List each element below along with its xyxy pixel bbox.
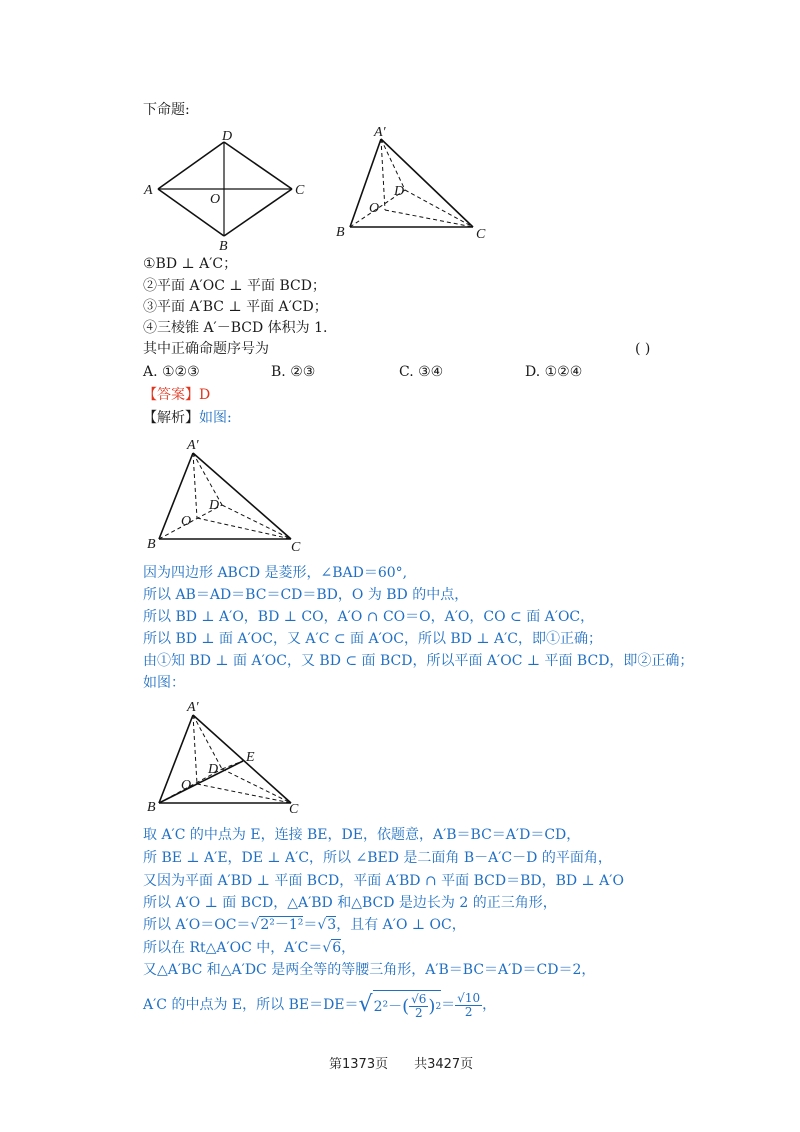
- fig4-label-b: B: [147, 800, 156, 815]
- fig2-label-c: C: [476, 227, 486, 242]
- fig2-label-d: D: [394, 184, 405, 199]
- fig3-label-b: B: [147, 537, 156, 552]
- be-frac-1-den: 2: [414, 1006, 423, 1020]
- option-a: A. ①②③: [143, 364, 200, 380]
- page-footer: 第1373页 共3427页: [329, 1057, 474, 1072]
- fig3-label-aprime: A′: [187, 438, 199, 453]
- rt-radicand: 6: [332, 940, 342, 956]
- analysis-line-3: 所以 BD ⊥ A′O，BD ⊥ CO，A′O ∩ CO＝O，A′O，CO ⊂ 面 A′OC，: [143, 609, 595, 625]
- fig2-label-b: B: [336, 225, 345, 240]
- fig1-label-d: D: [222, 129, 233, 144]
- be-radicand: [373, 990, 442, 1020]
- proposition-2: ②平面 A′OC ⊥ 平面 BCD；: [143, 278, 326, 294]
- analysis-line-9: 又因为平面 A′BD ⊥ 平面 BCD，平面 A′BD ∩ 平面 BCD＝BD，BD ⊥ A′O: [143, 873, 624, 889]
- analysis-line-6: 如图：: [143, 675, 185, 691]
- fig3-label-d: D: [209, 498, 220, 513]
- tetrahedron-figure-3: [143, 697, 308, 819]
- answer-paren: ( ): [635, 341, 651, 357]
- be-pre: A′C 的中点为 E，所以 BE＝DE＝: [143, 997, 359, 1013]
- fig1-label-a: A: [144, 183, 153, 198]
- option-c: C. ③④: [399, 364, 444, 380]
- be-frac-1: [409, 993, 428, 1020]
- option-d: D. ①②④: [525, 364, 583, 380]
- analysis-line-11: [143, 915, 466, 935]
- ao-sqrt-sign: √: [250, 917, 260, 933]
- analysis-line-8: 所 BE ⊥ A′E，DE ⊥ A′C，所以 ∠BED 是二面角 B－A′C－D 的平面角，: [143, 850, 612, 866]
- tetrahedron-figure-1: [330, 122, 495, 244]
- be-eq: ＝: [441, 997, 456, 1013]
- answer-line: [143, 385, 210, 405]
- fig4-label-o: O: [181, 778, 192, 793]
- be-post: ，: [482, 997, 497, 1013]
- fig2-label-o: O: [369, 201, 380, 216]
- analysis-line-13: 又△A′BC 和△A′DC 是两全等的等腰三角形，A′B＝BC＝A′D＝CD＝2，: [143, 962, 596, 978]
- be-paren-close: ): [428, 995, 436, 1017]
- analysis-line-2: 所以 AB＝AD＝BC＝CD＝BD，O 为 BD 的中点，: [143, 587, 469, 603]
- be-sqrt-sign: √: [358, 992, 373, 1017]
- analysis-line-10: 所以 A′O ⊥ 面 BCD，△A′BD 和△BCD 是边长为 2 的正三角形，: [143, 895, 557, 911]
- analysis-line-14: [143, 988, 496, 1022]
- tetrahedron-figure-2: [143, 433, 308, 555]
- proposition-4: ④三棱锥 A′－BCD 体积为 1.: [143, 320, 328, 336]
- ao-radicand-2: 3: [327, 917, 337, 933]
- question-text: 其中正确命题序号为: [143, 341, 269, 357]
- be-radicand-a: 2²－: [373, 998, 403, 1015]
- fig4-label-aprime: A′: [187, 700, 199, 715]
- fig4-label-c: C: [289, 802, 299, 817]
- analysis-line-4: 所以 BD ⊥ 面 A′OC，又 A′C ⊂ 面 A′OC，所以 BD ⊥ A′C，即①正确；: [143, 631, 602, 647]
- be-frac-2: [455, 992, 482, 1019]
- answer-tag: 【答案】: [143, 387, 199, 403]
- proposition-3: ③平面 A′BC ⊥ 平面 A′CD；: [143, 299, 328, 315]
- analysis-intro: 如图:: [199, 410, 232, 426]
- fig3-label-o: O: [181, 514, 192, 529]
- rt-pre: 所以在 Rt△A′OC 中，A′C＝√: [143, 940, 332, 956]
- answer-value: D: [199, 387, 211, 403]
- ao-mid: ＝√: [303, 917, 327, 933]
- rhombus-figure: [140, 128, 310, 252]
- be-square: 2: [435, 1001, 442, 1012]
- analysis-line: [143, 408, 232, 428]
- fig1-label-o: O: [210, 192, 221, 207]
- be-frac-2-num: √10: [457, 990, 481, 1005]
- be-frac-1-num: √6: [411, 992, 427, 1006]
- fig3-label-c: C: [291, 540, 301, 555]
- ao-post: ，且有 A′O ⊥ OC，: [336, 917, 466, 933]
- intro-text: 下命题:: [143, 102, 190, 118]
- ao-pre: 所以 A′O＝OC＝: [143, 917, 251, 933]
- fig4-label-d: D: [208, 762, 219, 777]
- fig4-label-e: E: [246, 750, 255, 765]
- be-frac-2-den: 2: [464, 1004, 473, 1019]
- fig1-label-c: C: [295, 183, 305, 198]
- fig2-label-aprime: A′: [374, 125, 386, 140]
- fig1-label-b: B: [219, 239, 228, 252]
- analysis-line-5: 由①知 BD ⊥ 面 A′OC，又 BD ⊂ 面 BCD，所以平面 A′OC ⊥ 平面 BCD，即②正确；: [143, 653, 694, 669]
- rt-post: ，: [341, 940, 356, 956]
- analysis-line-1: 因为四边形 ABCD 是菱形，∠BAD＝60°,: [143, 565, 408, 581]
- analysis-tag: 【解析】: [143, 410, 199, 426]
- ao-radicand: 2²－1²: [260, 917, 304, 933]
- proposition-1: ①BD ⊥ A′C；: [143, 256, 238, 272]
- analysis-line-12: [143, 938, 355, 958]
- be-paren-open: (: [402, 995, 410, 1017]
- option-b: B. ②③: [271, 364, 316, 380]
- analysis-line-7: 取 A′C 的中点为 E，连接 BE，DE，依题意，A′B＝BC＝A′D＝CD，: [143, 827, 581, 843]
